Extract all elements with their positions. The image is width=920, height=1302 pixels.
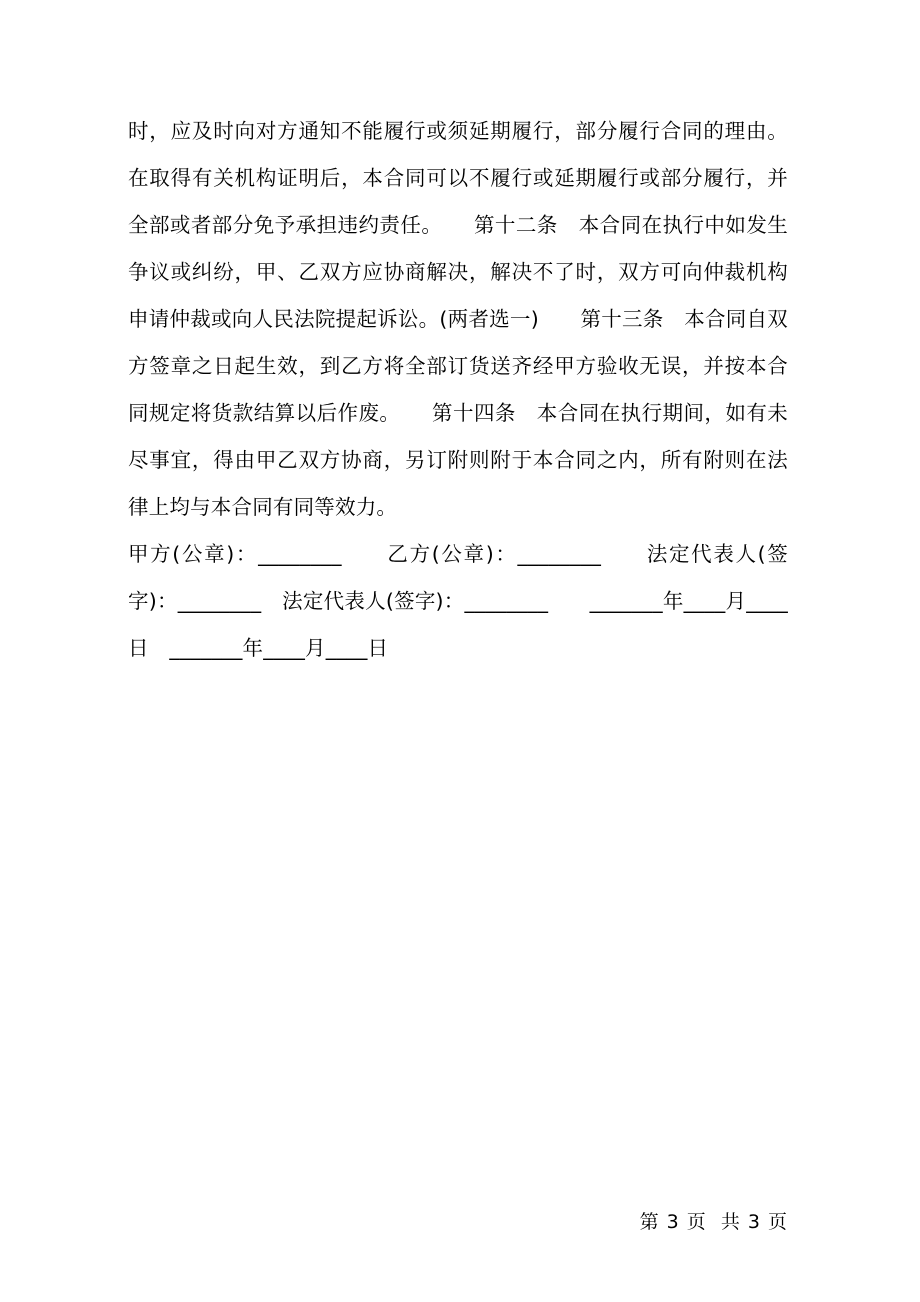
contract-clauses-paragraph: 时，应及时向对方通知不能履行或须延期履行，部分履行合同的理由。在取得有关机构证明后，本合同可以不履行或延期履行或部分履行，并全部或者部分免予承担违约责任。 第十二条 本合同在执行中如发生争议或纠纷，甲、乙双方应协商解决，解决不了时，双方可向仲裁机构申请仲裁或向人民法院提起诉讼。(两者选一) 第十三条 本合同自双方签章之日起生效，到乙方将全部订货送齐经甲方验收无误，并按本合同规定将货款结算以后作废。 第十四条 本合同在执行期间，如有未尽事宜，得由甲乙双方协商，另订附则附于本合同之内，所有附则在法律上均与本合同有同等效力。	[128, 119, 788, 519]
document-body	[128, 108, 788, 672]
page-footer: 第 3 页 共 3 页	[639, 1211, 788, 1233]
signature-block-paragraph: 甲方(公章)：________ 乙方(公章)：________ 法定代表人(签字)：________ 法定代表人(签字)：________ _______年____月____日 _______年____月____日	[128, 542, 788, 660]
